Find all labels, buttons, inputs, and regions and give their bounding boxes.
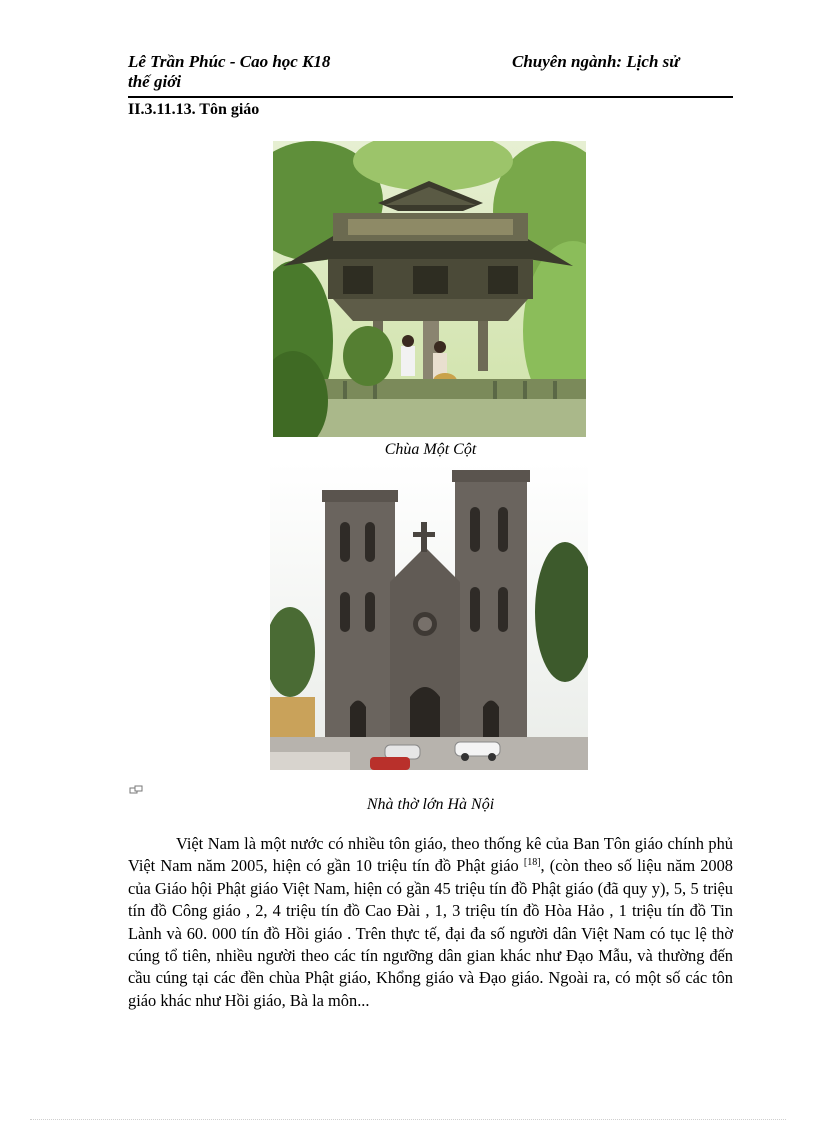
header-divider [128,96,733,98]
body-paragraph [128,833,733,1012]
header-author-line1: Lê Trần Phúc - Cao học K18 [128,52,331,71]
body-text-part2: , (còn theo số liệu năm 2008 của Giáo hội Phật giáo Việt Nam, hiện có gần 45 triệu tín đồ Phật giáo (đã quy y), 5, 5 triệu tín đồ Công giáo , 2, 4 triệu tín đồ Cao Đài , 1, 3 triệu tín đồ Hòa Hảo , 1 triệu tín đồ Tin Lành và 60. 000 tín đồ Hồi giáo . Trên thực tế, đại đa số người dân Việt Nam có tục lệ thờ cúng tổ tiên, nhiều người theo các tín ngưỡng dân gian khác như Đạo Mẫu, và thường đến cầu cúng tại các đền chùa Phật giáo, Khổng giáo và Đạo giáo. Ngoài ra, có một số các tôn giáo khác như Hồi giáo, Bà la môn... [128,856,733,1010]
reference-link[interactable]: [18] [523,857,541,869]
body-text-part1: Việt Nam là một nước có nhiều tôn giáo, theo thống kê của Ban Tôn giáo chính phủ Việt Nam năm 2005, hiện có gần 10 triệu tín đồ Phật giáo [128,834,733,876]
section-title: II.3.11.13. Tôn giáo [128,101,260,118]
anchor-icon [129,782,143,792]
header-major: Chuyên ngành: Lịch sử [512,52,680,71]
one-pillar-pagoda-photo [273,141,586,437]
hanoi-cathedral-photo [270,462,588,770]
header-author-line2: thế giới [128,72,182,91]
figure-caption-pagoda: Chùa Một Cột [384,441,477,458]
page-footer-divider [30,1119,786,1120]
figure-caption-cathedral: Nhà thờ lớn Hà Nội [366,796,495,813]
header-author [128,52,428,92]
